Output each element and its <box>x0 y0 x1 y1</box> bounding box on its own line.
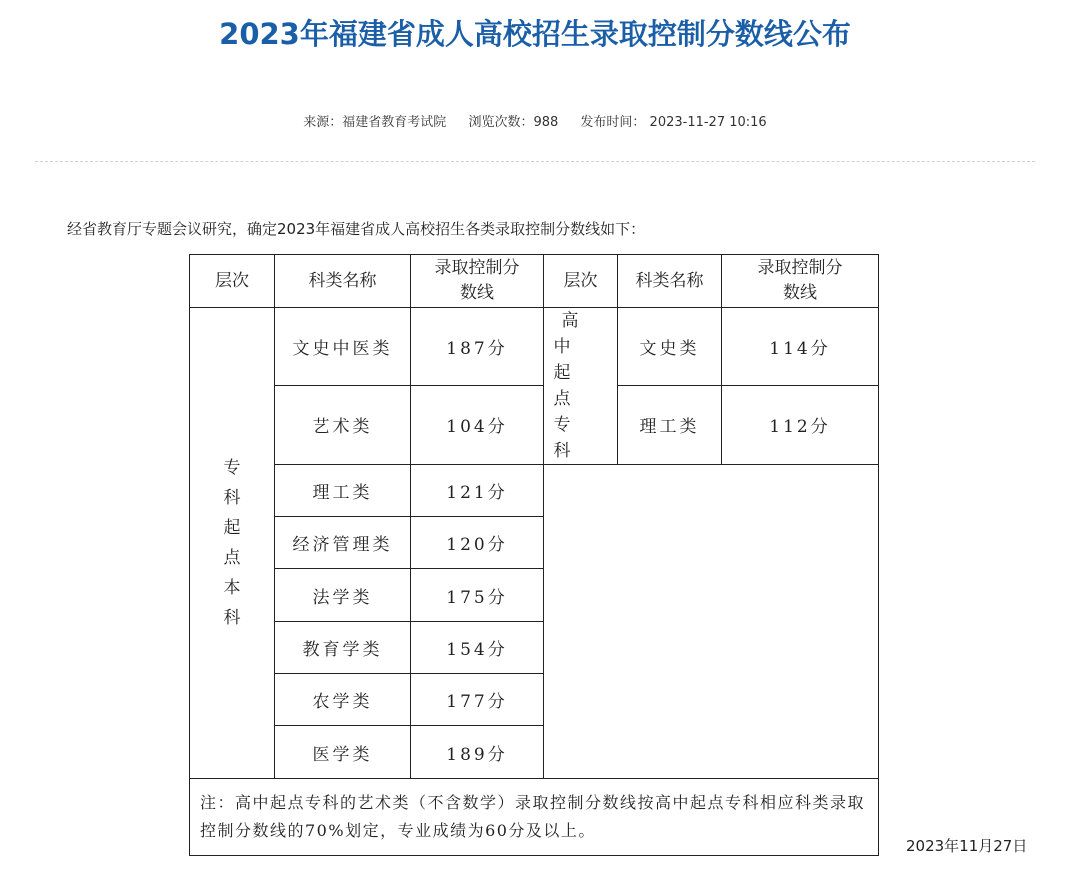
category-cell: 理工类 <box>275 465 411 517</box>
category-cell: 文史中医类 <box>275 308 411 386</box>
category-cell: 理工类 <box>618 385 722 464</box>
score-cell: 120分 <box>411 517 544 569</box>
score-cell: 114分 <box>722 308 879 386</box>
score-cell: 175分 <box>411 569 544 622</box>
category-cell: 文史类 <box>618 308 722 386</box>
category-cell: 艺术类 <box>275 385 411 464</box>
article-date: 2023年11月27日 <box>906 837 1028 855</box>
empty-cell <box>544 465 879 779</box>
table-note: 注：高中起点专科的艺术类（不含数学）录取控制分数线按高中起点专科相应科类录取控制分数线的70%划定，专业成绩为60分及以上。 <box>190 779 879 856</box>
table-note-row <box>190 779 879 856</box>
header-category: 科类名称 <box>275 255 411 308</box>
header-level: 层次 <box>190 255 275 308</box>
score-cell: 189分 <box>411 726 544 779</box>
table-row <box>190 308 879 386</box>
score-cell: 121分 <box>411 465 544 517</box>
score-table <box>189 254 879 856</box>
source-label: 来源：福建省教育考试院 <box>303 115 447 130</box>
divider <box>35 161 1035 162</box>
score-cell: 177分 <box>411 674 544 726</box>
article-meta <box>0 113 1070 133</box>
table-header-row <box>190 255 879 308</box>
view-count: 浏览次数：988 <box>468 115 559 130</box>
level-zhuanke: 高中起点专科 <box>544 308 618 465</box>
header-level-2: 层次 <box>544 255 618 308</box>
category-cell: 经济管理类 <box>275 517 411 569</box>
header-score-2: 录取控制分数线 <box>722 255 879 308</box>
score-cell: 187分 <box>411 308 544 386</box>
intro-paragraph: 经省教育厅专题会议研究，确定2023年福建省成人高校招生各类录取控制分数线如下： <box>67 220 646 238</box>
category-cell: 教育学类 <box>275 622 411 674</box>
publish-time: 发布时间： 2023-11-27 10:16 <box>580 115 767 130</box>
header-score: 录取控制分数线 <box>411 255 544 308</box>
article-title: 2023年福建省成人高校招生录取控制分数线公布 <box>219 17 851 51</box>
score-cell: 104分 <box>411 385 544 464</box>
category-cell: 法学类 <box>275 569 411 622</box>
score-cell: 154分 <box>411 622 544 674</box>
category-cell: 农学类 <box>275 674 411 726</box>
score-cell: 112分 <box>722 385 879 464</box>
table-row <box>190 465 879 517</box>
table-row <box>190 385 879 464</box>
category-cell: 医学类 <box>275 726 411 779</box>
header-category-2: 科类名称 <box>618 255 722 308</box>
level-benke: 专科起点本科 <box>190 308 275 779</box>
